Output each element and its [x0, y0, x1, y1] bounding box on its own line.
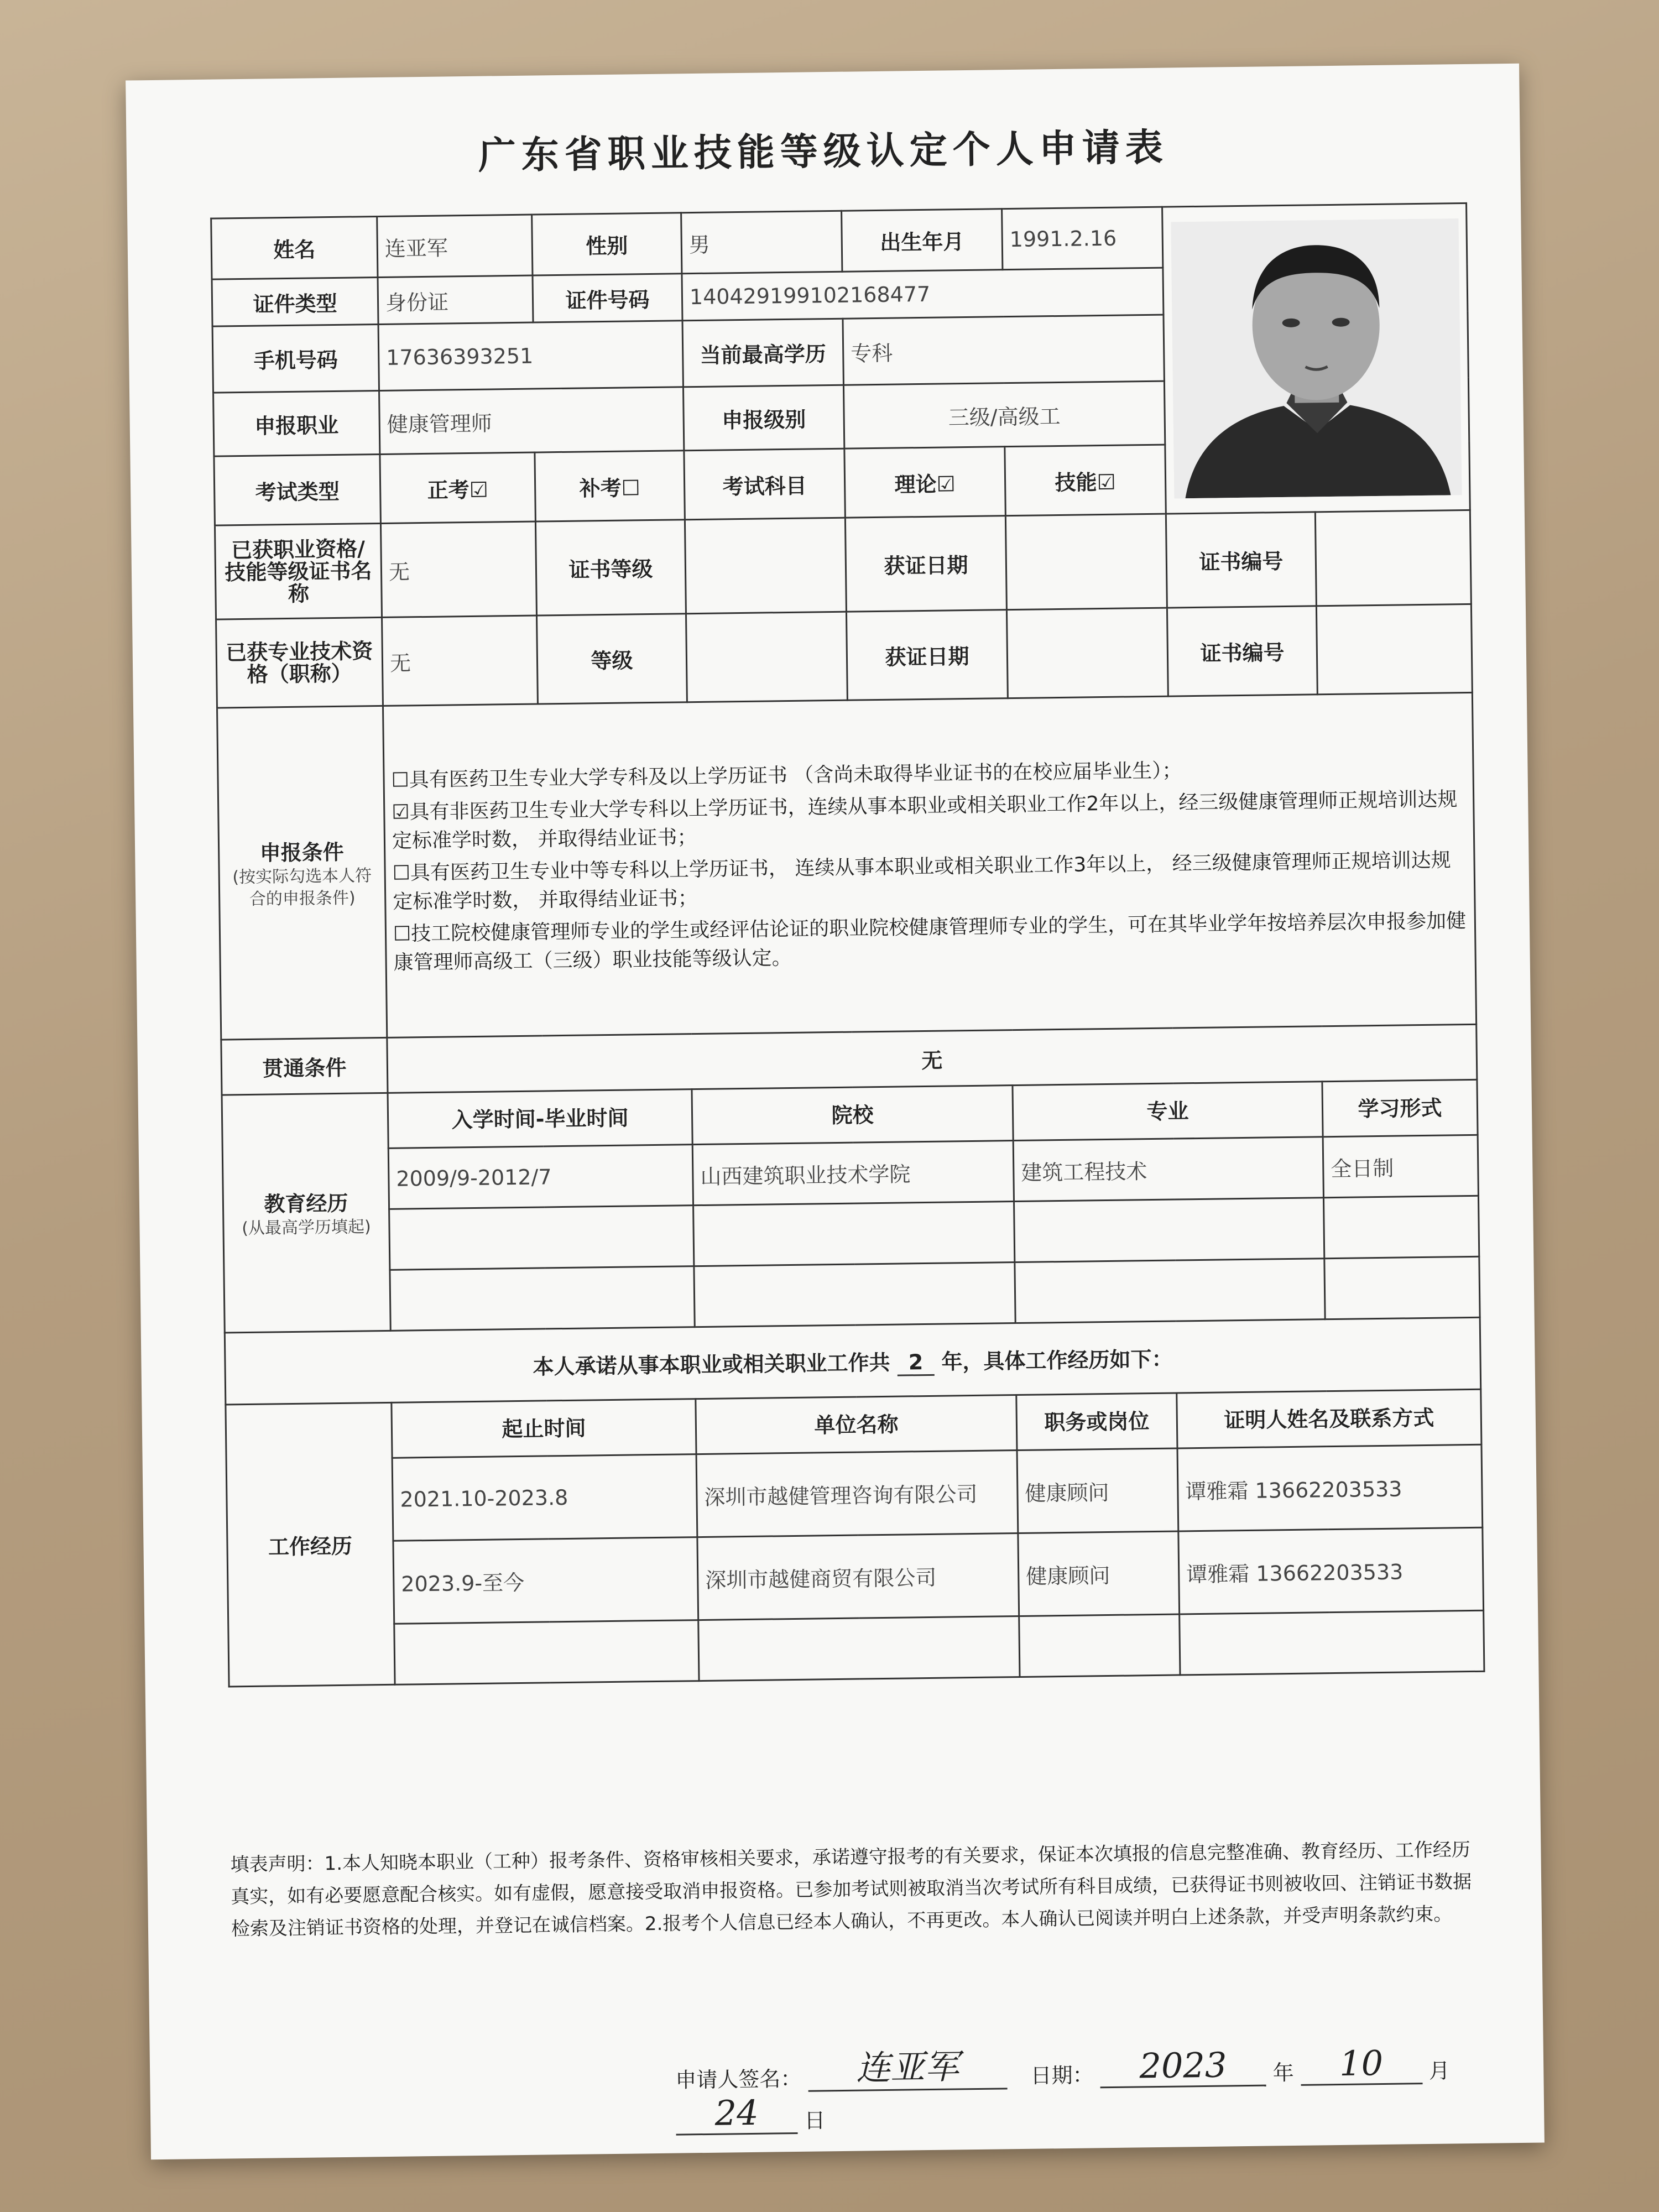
signature-row — [675, 2032, 1545, 2135]
conditions-label: 申报条件 — [259, 839, 344, 865]
occupation-label: 申报职业 — [213, 390, 380, 456]
exam-makeup: 补考☐ — [535, 451, 685, 521]
work-empty-cell — [698, 1616, 1020, 1681]
photo-cell — [1162, 203, 1470, 514]
birth-value: 1991.2.16 — [1002, 207, 1163, 270]
occupation-value: 健康管理师 — [379, 387, 684, 455]
work-empty-cell — [394, 1620, 699, 1685]
phone-value: 17636393251 — [378, 321, 683, 391]
education-label: 教育经历 — [264, 1191, 348, 1217]
work-promise-suffix: 年，具体工作经历如下： — [941, 1347, 1173, 1374]
work-company: 深圳市越健商贸有限公司 — [697, 1533, 1019, 1620]
gender-label: 性别 — [532, 213, 682, 275]
work-reference: 谭雅霜 13662203533 — [1178, 1527, 1484, 1614]
edu-empty-cell — [390, 1266, 695, 1331]
form-title: 广东省职业技能等级认定个人申请表 — [478, 126, 1169, 178]
conditions-list — [383, 692, 1476, 1037]
cert-level-label: 证书等级 — [535, 520, 686, 615]
edu-empty-cell — [1014, 1198, 1324, 1262]
form-table — [210, 202, 1485, 1688]
grade-value — [686, 612, 847, 702]
edu-header-period: 入学时间-毕业时间 — [388, 1089, 692, 1149]
work-empty-cell — [1180, 1610, 1484, 1675]
condition-item[interactable]: ☐具有医药卫生专业中等专科以上学历证书， 连续从事本职业或相关职业工作3年以上， 经三级健康管理师正规培训达规定标准学时数， 并取得结业证书； — [392, 848, 1451, 914]
work-position: 健康顾问 — [1017, 1448, 1178, 1533]
gender-value: 男 — [681, 211, 842, 274]
tech-cert-no-label: 证书编号 — [1167, 606, 1317, 696]
condition-item[interactable]: ☐具有医药卫生专业大学专科及以上学历证书 （含尚未取得毕业证书的在校应届毕业生）； — [391, 759, 1182, 792]
edu-empty-cell — [693, 1202, 1015, 1266]
applicant-photo — [1171, 218, 1462, 498]
signature-label: 申请人签名： — [675, 2066, 802, 2093]
edu-header-major: 专业 — [1013, 1082, 1323, 1141]
level-label: 申报级别 — [683, 385, 844, 451]
id-type-label: 证件类型 — [212, 277, 378, 326]
cert-no-value — [1315, 510, 1471, 606]
tech-date-label: 获证日期 — [846, 610, 1008, 701]
work-position: 健康顾问 — [1018, 1531, 1180, 1616]
exam-skill: 技能☑ — [1005, 445, 1166, 516]
edu-value: 专科 — [843, 315, 1164, 385]
name-label: 姓名 — [211, 216, 378, 279]
edu-empty-cell — [1323, 1196, 1479, 1258]
level-value: 三级/高级工 — [843, 381, 1165, 448]
applicant-signature: 连亚军 — [808, 2038, 1008, 2091]
cert-no-label: 证书编号 — [1166, 512, 1316, 608]
id-type-value: 身份证 — [378, 275, 533, 324]
work-reference: 谭雅霜 13662203533 — [1177, 1444, 1483, 1531]
sign-year-unit: 年 — [1272, 2060, 1294, 2085]
sign-day-unit: 日 — [804, 2108, 826, 2133]
condition-item[interactable]: ☐技工院校健康管理师专业的学生或经评估论证的职业院校健康管理师专业的学生，可在其毕业学年按培养层次申报参加健康管理师高级工（三级）职业技能等级认定。 — [393, 909, 1467, 974]
edu-empty-cell — [1324, 1256, 1480, 1319]
edu-empty-cell — [694, 1262, 1015, 1327]
id-no-value: 140429199102168477 — [682, 268, 1164, 321]
conditions-note: (按实际勾选本人符合的申报条件) — [232, 866, 372, 909]
name-value: 连亚军 — [377, 215, 533, 277]
work-header-period: 起止时间 — [392, 1399, 696, 1458]
application-form-paper — [126, 64, 1545, 2160]
work-promise-prefix: 本人承诺从事本职业或相关职业工作共 — [533, 1350, 890, 1379]
cert-date-label: 获证日期 — [845, 516, 1006, 612]
edu-header-form: 学习形式 — [1322, 1079, 1478, 1136]
edu-label: 当前最高学历 — [682, 319, 843, 387]
sign-year: 2023 — [1100, 2044, 1266, 2089]
exam-theory: 理论☑ — [844, 447, 1006, 518]
date-label: 日期： — [1030, 2063, 1094, 2088]
work-label: 工作经历 — [226, 1402, 395, 1687]
tech-cert-no-value — [1316, 604, 1472, 694]
work-header-reference: 证明人姓名及联系方式 — [1177, 1389, 1481, 1448]
exam-regular: 正考☑ — [380, 452, 536, 523]
through-label: 贯通条件 — [221, 1037, 388, 1095]
tech-qual-value: 无 — [382, 615, 538, 706]
through-value: 无 — [387, 1024, 1477, 1093]
edu-major: 建筑工程技术 — [1013, 1137, 1323, 1202]
work-years: 2 — [898, 1350, 935, 1376]
qual-cert-label: 已获职业资格/技能等级证书名称 — [215, 523, 382, 619]
edu-empty-cell — [1015, 1259, 1325, 1323]
work-header-company: 单位名称 — [696, 1395, 1017, 1454]
work-empty-cell — [1019, 1614, 1180, 1677]
exam-type-label: 考试类型 — [214, 454, 381, 525]
work-company: 深圳市越健管理咨询有限公司 — [696, 1451, 1018, 1537]
grade-label: 等级 — [537, 614, 687, 704]
sign-month-unit: 月 — [1428, 2058, 1451, 2084]
conditions-label-cell — [217, 706, 387, 1040]
birth-label: 出生年月 — [842, 209, 1003, 272]
work-period: 2023.9-至今 — [393, 1537, 698, 1624]
edu-period: 2009/9-2012/7 — [388, 1145, 693, 1209]
sign-day: 24 — [676, 2092, 798, 2136]
edu-form: 全日制 — [1323, 1135, 1478, 1197]
id-no-label: 证件号码 — [533, 274, 682, 322]
edu-school: 山西建筑职业技术学院 — [692, 1141, 1014, 1206]
cert-date-value — [1005, 514, 1167, 610]
work-header-position: 职务或岗位 — [1016, 1393, 1177, 1451]
edu-empty-cell — [389, 1206, 694, 1270]
phone-label: 手机号码 — [212, 324, 379, 393]
work-period: 2021.10-2023.8 — [392, 1454, 697, 1541]
exam-subject-label: 考试科目 — [684, 448, 846, 520]
condition-item[interactable]: ☑具有非医药卫生专业大学专科以上学历证书，连续从事本职业或相关职业工作2年以上，经三级健康管理师正规培训达规定标准学时数， 并取得结业证书； — [392, 787, 1458, 853]
tech-date-value — [1006, 608, 1168, 698]
tech-qual-label: 已获专业技术资格（职称） — [216, 617, 383, 708]
sign-month: 10 — [1300, 2042, 1422, 2086]
edu-header-school: 院校 — [692, 1086, 1013, 1145]
education-label-cell — [222, 1093, 390, 1333]
qual-cert-value: 无 — [380, 521, 536, 617]
cert-level-value — [685, 518, 846, 614]
declaration-text: 填表声明：1.本人知晓本职业（工种）报考条件、资格审核相关要求，承诺遵守报考的有关要求，保证本次填报的信息完整准确、教育经历、工作经历真实，如有必要愿意配合核实。如有虚假，愿意接受取消申报资格。已参加考试则被取消当次考试所有科目成绩，已获得证书则被收回、注销证书数据检索及注销证书资格的处理，并登记在诚信档案。2.报考个人信息已经本人确认，不再更改。本人确认已阅读并明白上述条款，并受声明条款约束。 — [230, 1839, 1472, 1940]
education-note: (从最高学历填起) — [242, 1217, 371, 1239]
